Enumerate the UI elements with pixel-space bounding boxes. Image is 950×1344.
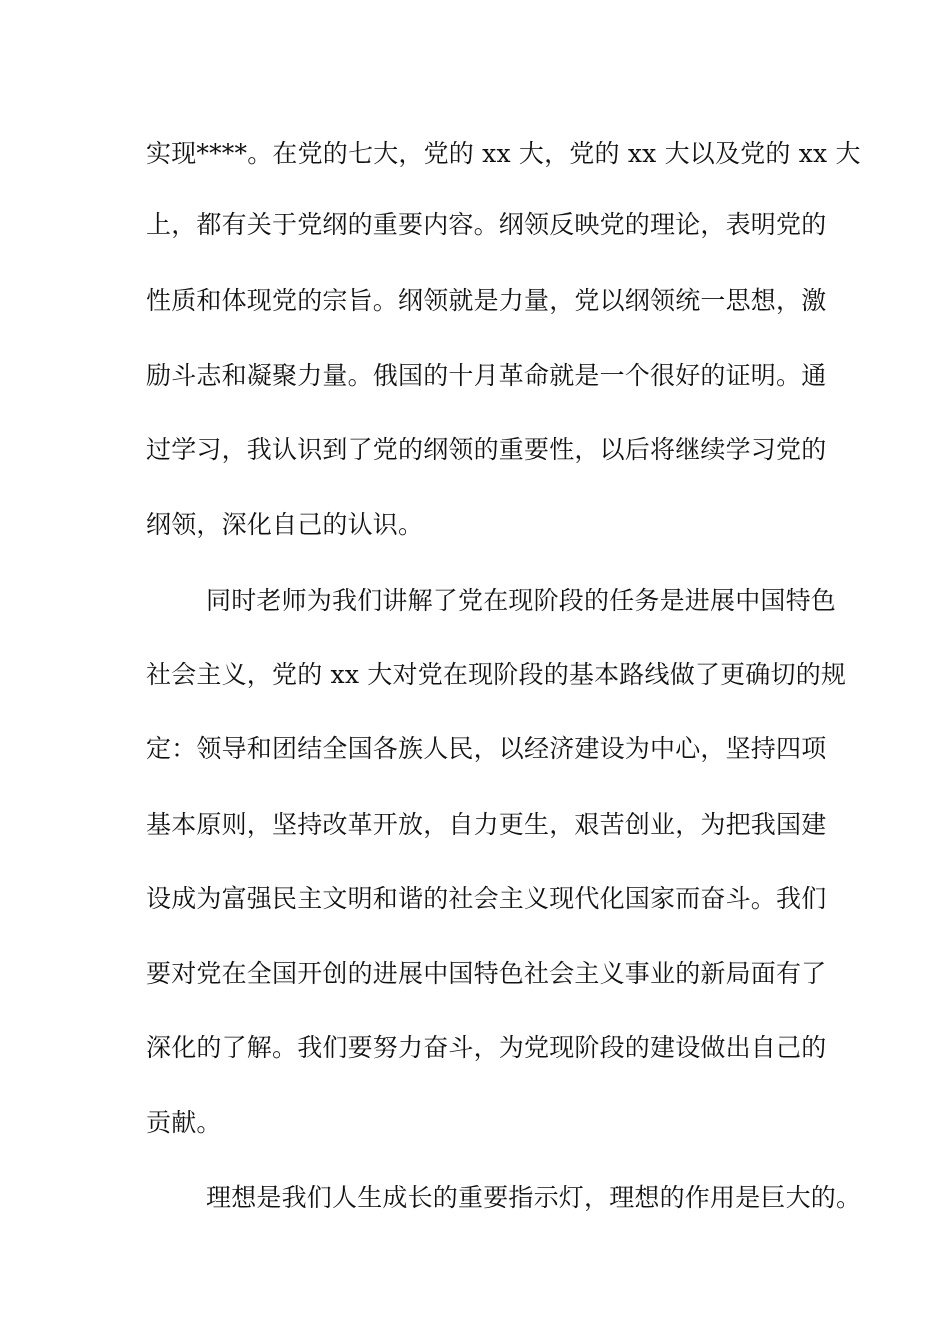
text-line: 实现****。在党的七大，党的 xx 大，党的 xx 大以及党的 xx 大 <box>146 139 861 168</box>
text-line: 上，都有关于党纲的重要内容。纲领反映党的理论，表明党的 <box>146 210 827 239</box>
text-line: 性质和体现党的宗旨。纲领就是力量，党以纲领统一思想，激 <box>146 286 827 315</box>
paragraph-first-line: 理想是我们人生成长的重要指示灯，理想的作用是巨大的。 <box>206 1183 862 1212</box>
text-line: 贡献。 <box>146 1108 222 1137</box>
text-line: 深化的了解。我们要努力奋斗，为党现阶段的建设做出自己的 <box>146 1033 827 1062</box>
text-line: 纲领，深化自己的认识。 <box>146 510 424 539</box>
text-line: 要对党在全国开创的进展中国特色社会主义事业的新局面有了 <box>146 959 827 988</box>
text-line: 励斗志和凝聚力量。俄国的十月革命就是一个很好的证明。通 <box>146 361 827 390</box>
text-line: 基本原则，坚持改革开放，自力更生，艰苦创业，为把我国建 <box>146 810 827 839</box>
text-line: 设成为富强民主文明和谐的社会主义现代化国家而奋斗。我们 <box>146 884 827 913</box>
text-line: 过学习，我认识到了党的纲领的重要性，以后将继续学习党的 <box>146 435 827 464</box>
text-line: 定：领导和团结全国各族人民，以经济建设为中心，坚持四项 <box>146 734 827 763</box>
text-line: 社会主义，党的 xx 大对党在现阶段的基本路线做了更确切的规 <box>146 660 847 689</box>
paragraph-first-line: 同时老师为我们讲解了党在现阶段的任务是进展中国特色 <box>206 586 837 615</box>
